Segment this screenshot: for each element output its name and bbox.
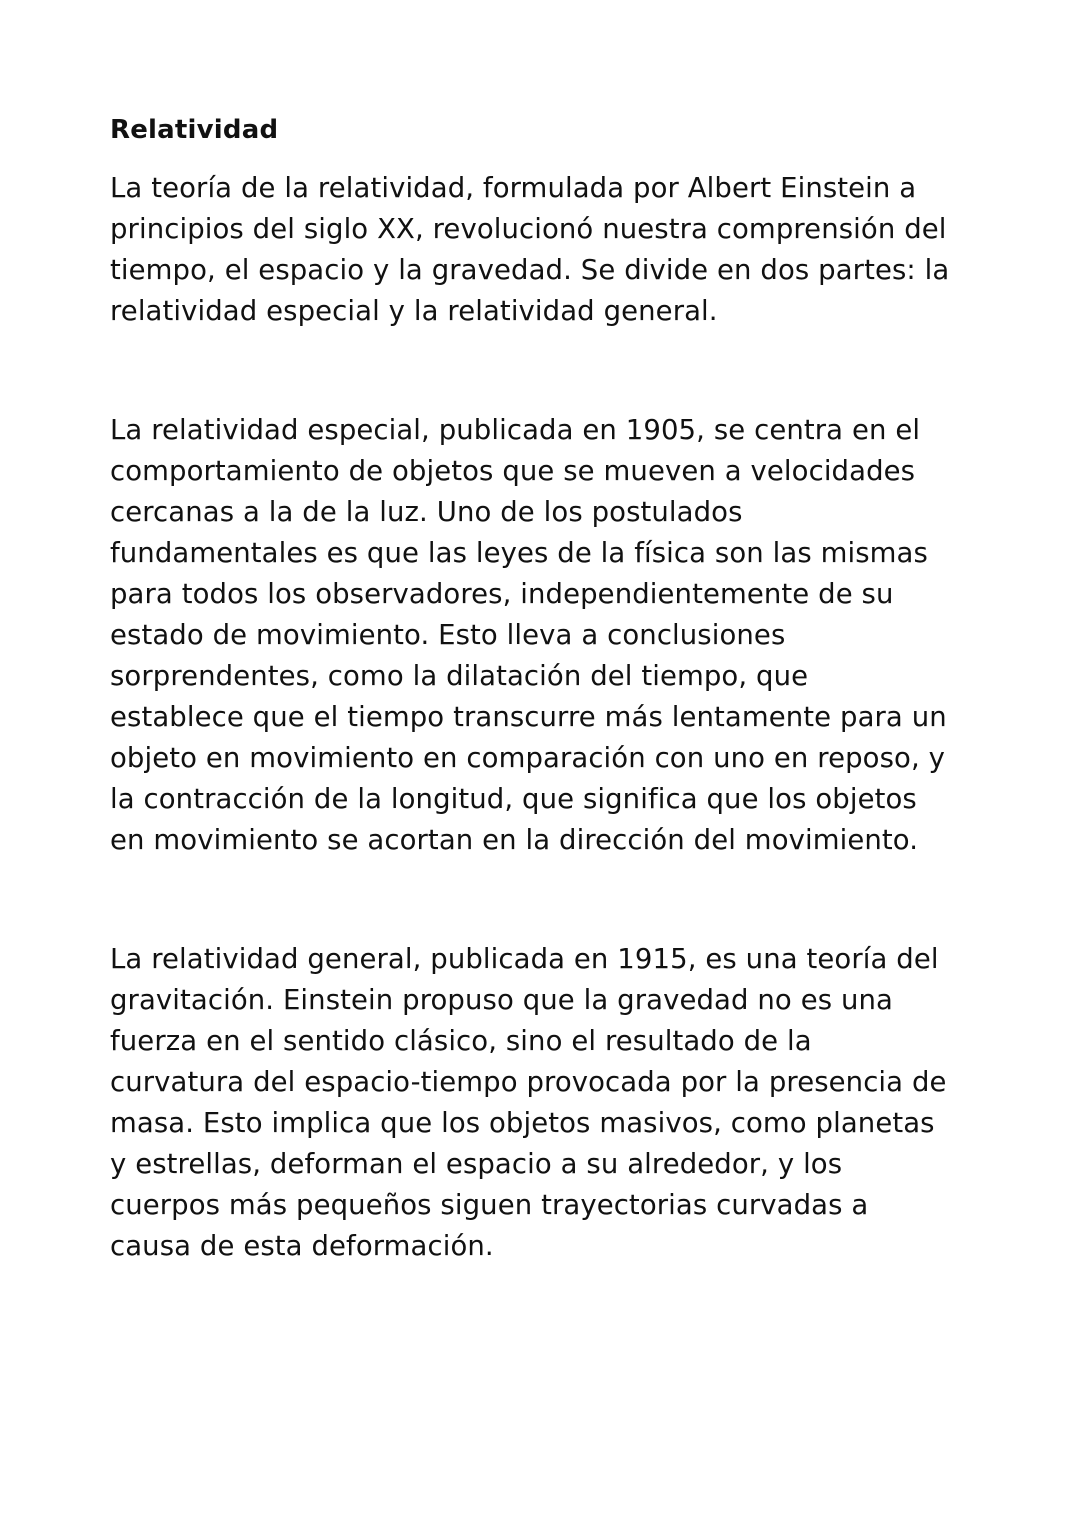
- document-title: Relatividad: [110, 115, 279, 145]
- paragraph-special-relativity: La relatividad especial, publicada en 1905, se centra en el comportamiento de objetos que se mueven a velocidades cercanas a la de la luz. Uno de los postulados fundamentales es que las leyes de la física son las mismas para todos los observadores, independientemente de su estado de movimiento. Esto lleva a conclusiones sorprendentes, como la dilatación del tiempo, que establece que el tiempo transcurre más lentamente para un objeto en movimiento en comparación con uno en reposo, y la contracción de la longitud, que significa que los objetos en movimiento se acortan en la dirección del movimiento.: [110, 414, 947, 856]
- document-body: [110, 110, 950, 1267]
- paragraph-intro: La teoría de la relatividad, formulada por Albert Einstein a principios del siglo XX, revolucionó nuestra comprensión del tiempo, el espacio y la gravedad. Se divide en dos partes: la relatividad especial y la relatividad general.: [110, 172, 950, 327]
- paragraph-general-relativity: La relatividad general, publicada en 1915, es una teoría del gravitación. Einstein propuso que la gravedad no es una fuerza en el sentido clásico, sino el resultado de la curvatura del espacio-tiempo provocada por la presencia de masa. Esto implica que los objetos masivos, como planetas y estrellas, deforman el espacio a su alrededor, y los cuerpos más pequeños siguen trayectorias curvadas a causa de esta deformación.: [110, 943, 947, 1262]
